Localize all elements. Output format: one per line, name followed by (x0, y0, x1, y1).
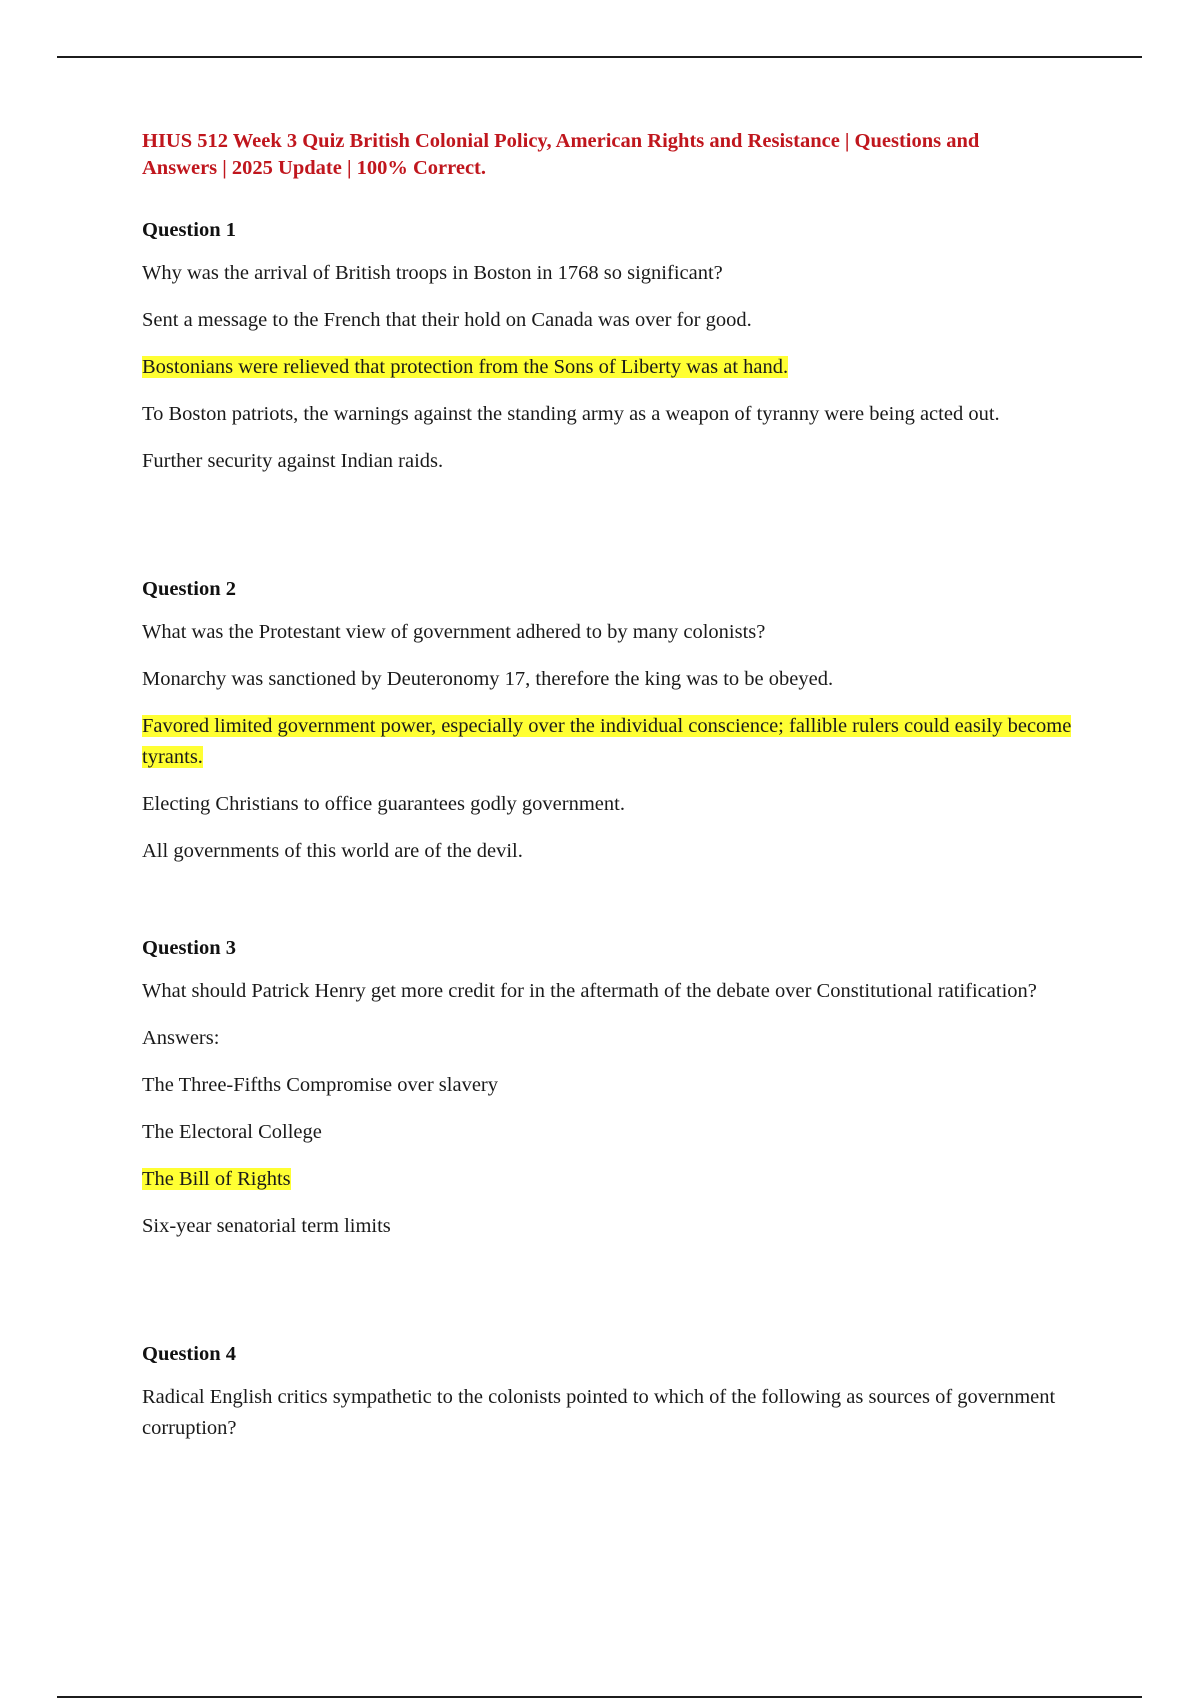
answer-option: The Electoral College (142, 1121, 322, 1143)
answers-label: Answers: (142, 1027, 220, 1049)
question-1 (142, 217, 1072, 477)
question-2 (142, 576, 1072, 867)
top-rule (57, 56, 1142, 58)
answer-option: All governments of this world are of the devil. (142, 840, 523, 862)
question-heading: Question 1 (142, 219, 236, 241)
question-prompt: Why was the arrival of British troops in Boston in 1768 so significant? (142, 262, 723, 284)
question-heading: Question 4 (142, 1343, 236, 1365)
answer-option: Electing Christians to office guarantees godly government. (142, 793, 625, 815)
answer-option-correct (142, 711, 1072, 773)
answer-option: Monarchy was sanctioned by Deuteronomy 17, therefore the king was to be obeyed. (142, 668, 834, 690)
question-4 (142, 1341, 1072, 1444)
highlighted-answer: Favored limited government power, especially over the individual conscience; fallible rulers could easily become tyrants. (142, 715, 1072, 768)
answer-option-correct (142, 352, 1072, 383)
answer-option: Sent a message to the French that their hold on Canada was over for good. (142, 309, 752, 331)
question-prompt: Radical English critics sympathetic to the colonists pointed to which of the following as sources of government corruption? (142, 1386, 1056, 1439)
question-prompt: What was the Protestant view of government adhered to by many colonists? (142, 621, 766, 643)
highlighted-answer: The Bill of Rights (142, 1168, 291, 1190)
question-3 (142, 935, 1072, 1242)
question-prompt: What should Patrick Henry get more credit for in the aftermath of the debate over Constitutional ratification? (142, 980, 1037, 1002)
answer-option: Further security against Indian raids. (142, 450, 444, 472)
question-heading: Question 2 (142, 578, 236, 600)
bottom-rule (57, 1696, 1142, 1698)
answer-option: The Three-Fifths Compromise over slavery (142, 1074, 499, 1096)
question-heading: Question 3 (142, 937, 236, 959)
answer-option: To Boston patriots, the warnings against the standing army as a weapon of tyranny were being acted out. (142, 403, 1000, 425)
document-title: HIUS 512 Week 3 Quiz British Colonial Policy, American Rights and Resistance | Questions and Answers | 2025 Update | 100% Correct. (142, 130, 980, 179)
answer-option-correct (142, 1164, 1072, 1195)
answer-option: Six-year senatorial term limits (142, 1215, 391, 1237)
highlighted-answer: Bostonians were relieved that protection from the Sons of Liberty was at hand. (142, 356, 789, 378)
